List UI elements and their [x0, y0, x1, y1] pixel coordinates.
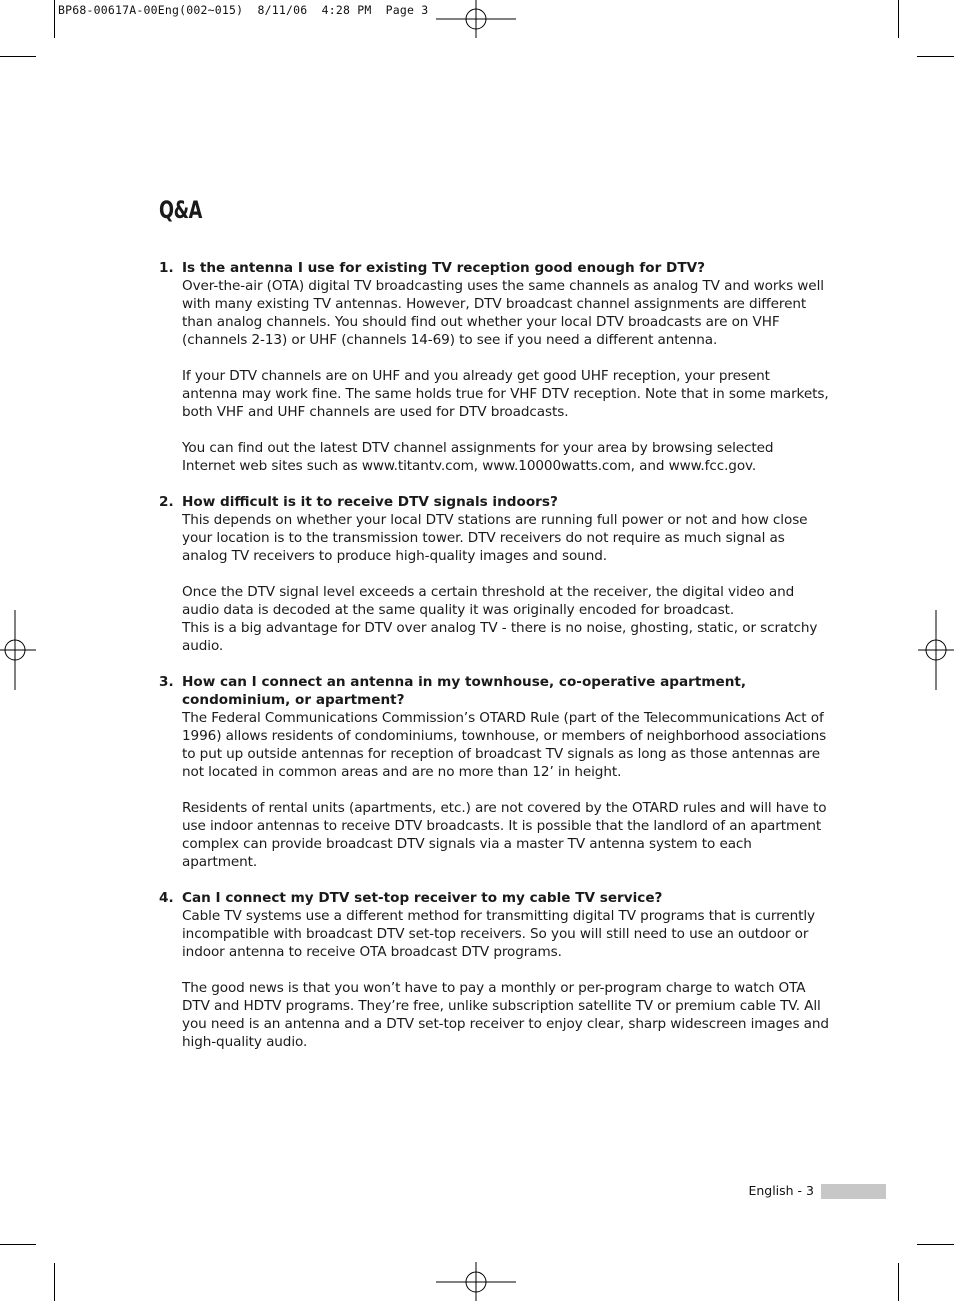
- qa-list: [159, 259, 829, 1069]
- crop-mark: [898, 0, 899, 38]
- crop-mark: [917, 1244, 954, 1245]
- print-slug-line: BP68-00617A-00Eng(002~015) 8/11/06 4:28 PM Page 3: [58, 3, 429, 17]
- page-footer: English - 3: [748, 1183, 814, 1198]
- answer-paragraph: Cable TV systems use a different method for transmitting digital TV programs that is currently incompatible with broadcast DTV set-top receivers. So you will still need to use an outdoor or indoor antenna to receive OTA broadcast DTV programs.: [182, 908, 815, 960]
- answer-paragraph: If your DTV channels are on UHF and you already get good UHF reception, your present antenna may work fine. The same holds true for VHF DTV reception. Note that in some markets, both VHF and UHF channels are used for DTV broadcasts.: [182, 368, 829, 420]
- crop-mark: [917, 56, 954, 57]
- registration-mark-icon: [0, 610, 38, 692]
- question-text: How difficult is it to receive DTV signals indoors?: [182, 494, 558, 510]
- qa-item: [159, 673, 829, 871]
- qa-item: [159, 493, 829, 655]
- page-title: Q&A: [159, 196, 202, 224]
- answer-paragraph: Residents of rental units (apartments, etc.) are not covered by the OTARD rules and will have to use indoor antennas to receive DTV broadcasts. It is possible that the landlord of an apartment complex can provide broadcast DTV signals via a master TV antenna system to each apartment.: [182, 800, 827, 870]
- answer-paragraph: This is a big advantage for DTV over analog TV - there is no noise, ghosting, static, or scratchy audio.: [182, 620, 818, 654]
- answer-paragraph: This depends on whether your local DTV stations are running full power or not and how close your location is to the transmission tower. DTV receivers do not require as much signal as analog TV receivers to produce high-quality images and sound.: [182, 512, 808, 564]
- registration-mark-icon: [436, 0, 518, 40]
- crop-mark: [898, 1263, 899, 1301]
- qa-item: [159, 259, 829, 475]
- question-text: Can I connect my DTV set-top receiver to my cable TV service?: [182, 890, 663, 906]
- question-number: 3.: [159, 674, 174, 690]
- question-number: 1.: [159, 260, 174, 276]
- question: [159, 259, 829, 277]
- question-number: 2.: [159, 494, 174, 510]
- qa-item: [159, 889, 829, 1051]
- answer-paragraph: Over-the-air (OTA) digital TV broadcasting uses the same channels as analog TV and works well with many existing TV antennas. However, DTV broadcast channel assignments are different than analog channels. You should find out whether your local DTV broadcasts are on VHF (channels 2-13) or UHF (channels 14-69) to see if you need a different antenna.: [182, 278, 824, 348]
- crop-mark: [54, 0, 55, 38]
- question: [159, 493, 829, 511]
- answer-paragraph: The Federal Communications Commission’s OTARD Rule (part of the Telecommunications Act of 1996) allows residents of condominiums, townhouse, or members of neighborhood associations to put up outside antennas for reception of broadcast TV signals as long as those antennas are not located in common areas and are no more than 12’ in height.: [182, 710, 827, 780]
- registration-mark-icon: [916, 610, 954, 692]
- registration-mark-icon: [436, 1262, 518, 1301]
- question: [159, 673, 829, 709]
- crop-mark: [54, 1263, 55, 1301]
- footer-bar: [821, 1184, 886, 1199]
- answer-paragraph: The good news is that you won’t have to pay a monthly or per-program charge to watch OTA DTV and HDTV programs. They’re free, unlike subscription satellite TV or premium cable TV. All you need is an antenna and a DTV set-top receiver to enjoy clear, sharp widescreen images and high-quality audio.: [182, 980, 829, 1050]
- question-number: 4.: [159, 890, 174, 906]
- crop-mark: [0, 56, 36, 57]
- question-text: How can I connect an antenna in my townhouse, co-operative apartment, condominium, or apartment?: [182, 674, 747, 708]
- crop-mark: [0, 1244, 36, 1245]
- answer-paragraph: You can find out the latest DTV channel assignments for your area by browsing selected Internet web sites such as www.titantv.com, www.10000watts.com, and www.fcc.gov.: [182, 440, 774, 474]
- answer-paragraph: Once the DTV signal level exceeds a certain threshold at the receiver, the digital video and audio data is decoded at the same quality it was originally encoded for broadcast.: [182, 584, 795, 618]
- question-text: Is the antenna I use for existing TV reception good enough for DTV?: [182, 260, 706, 276]
- question: [159, 889, 829, 907]
